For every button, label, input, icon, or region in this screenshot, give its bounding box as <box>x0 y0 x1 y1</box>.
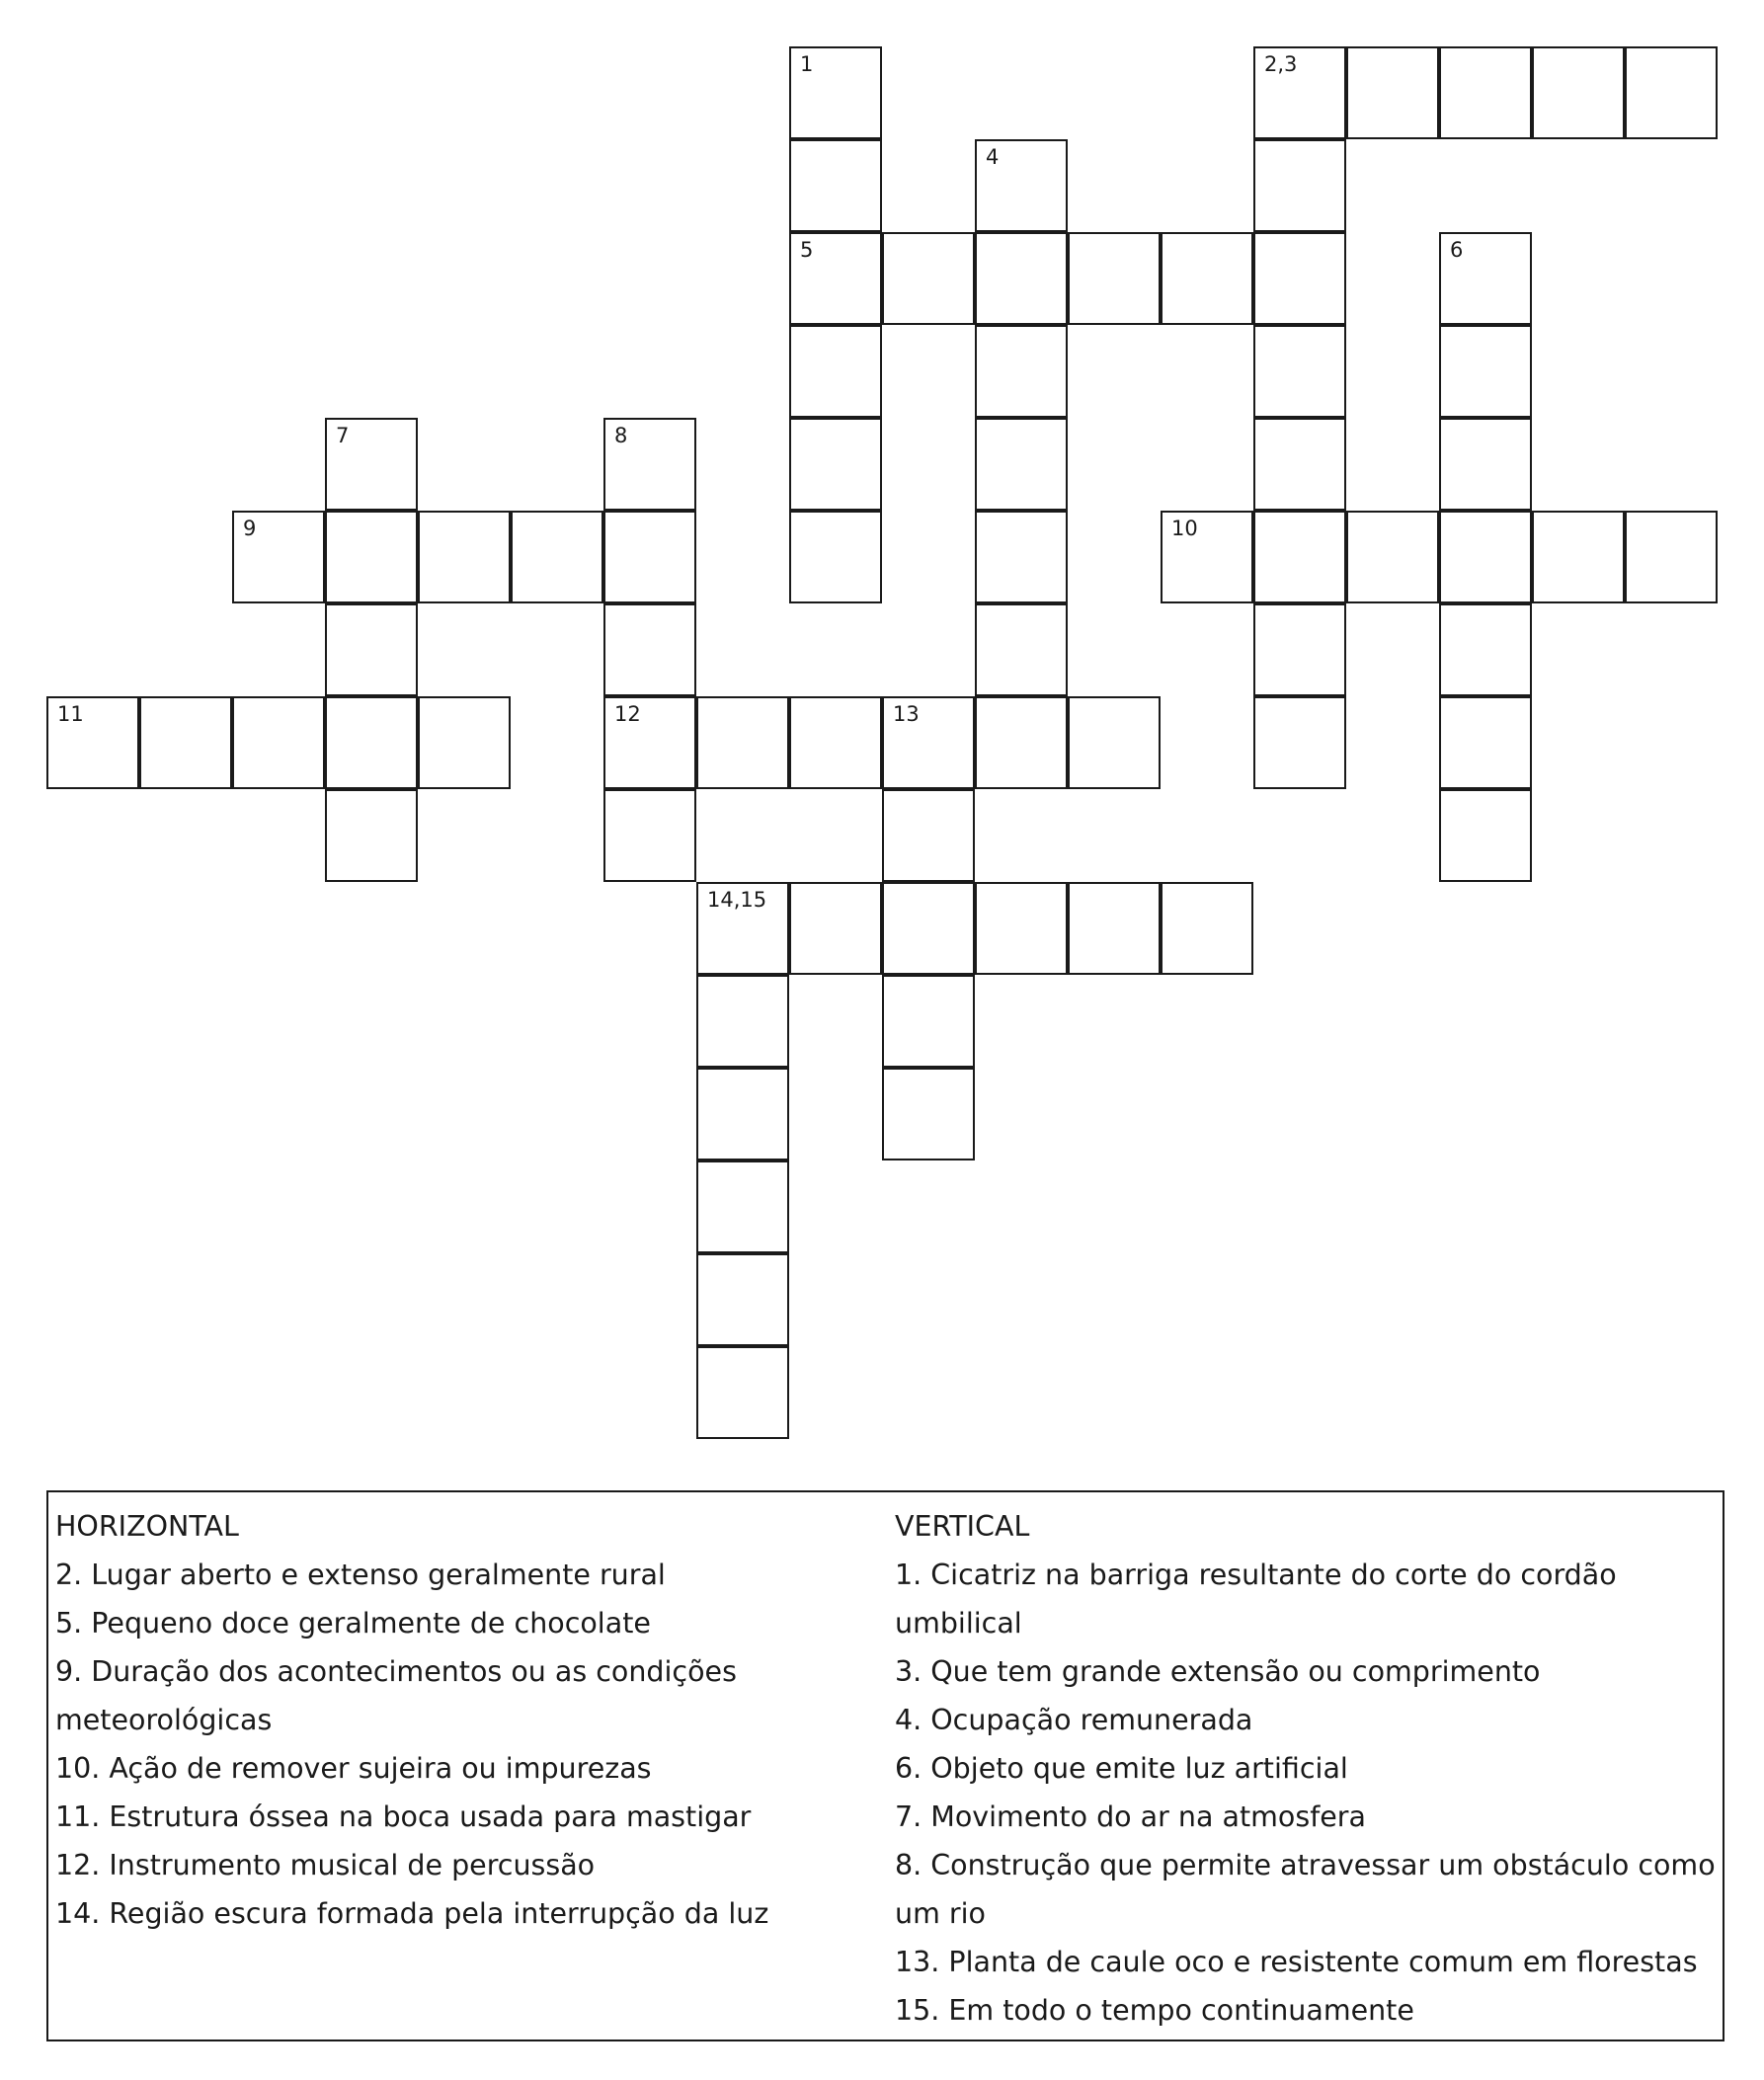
crossword-cell[interactable] <box>1161 511 1253 603</box>
crossword-cell[interactable] <box>1253 325 1346 418</box>
crossword-cell[interactable] <box>1253 139 1346 232</box>
crossword-cell[interactable] <box>882 975 975 1068</box>
cell-number: 10 <box>1171 517 1198 540</box>
crossword-cell[interactable] <box>1346 46 1439 139</box>
clue-horizontal-2: 2. Lugar aberto e extenso geralmente rural <box>55 1559 666 1591</box>
horizontal-heading: HORIZONTAL <box>55 1510 239 1543</box>
clue-vertical-8: 8. Construção que permite atravessar um obstáculo como um rio <box>895 1849 1716 1930</box>
crossword-cell[interactable] <box>696 1160 789 1253</box>
crossword-cell[interactable] <box>603 603 696 696</box>
clue-horizontal-9: 9. Duração dos acontecimentos ou as condições meteorológicas <box>55 1655 737 1736</box>
crossword-cell[interactable] <box>882 789 975 882</box>
crossword-cell[interactable] <box>696 1346 789 1439</box>
crossword-cell[interactable] <box>1532 511 1625 603</box>
cell-number: 14,15 <box>707 888 767 912</box>
crossword-cell[interactable] <box>325 418 418 511</box>
crossword-cell[interactable] <box>325 789 418 882</box>
crossword-cell[interactable] <box>1625 46 1718 139</box>
clue-vertical-7: 7. Movimento do ar na atmosfera <box>895 1800 1366 1833</box>
crossword-cell[interactable] <box>1439 418 1532 511</box>
crossword-cell[interactable] <box>975 232 1068 325</box>
crossword-cell[interactable] <box>789 46 882 139</box>
cell-number: 6 <box>1450 238 1464 262</box>
crossword-cell[interactable] <box>139 696 232 789</box>
clue-vertical-13: 13. Planta de caule oco e resistente comum em florestas <box>895 1946 1698 1978</box>
crossword-cell[interactable] <box>1532 46 1625 139</box>
crossword-cell[interactable] <box>232 511 325 603</box>
cell-number: 2,3 <box>1264 52 1298 76</box>
crossword-cell[interactable] <box>789 232 882 325</box>
crossword-cell[interactable] <box>418 511 511 603</box>
crossword-cell[interactable] <box>46 696 139 789</box>
crossword-cell[interactable] <box>882 1068 975 1160</box>
crossword-cell[interactable] <box>1439 46 1532 139</box>
crossword-cell[interactable] <box>1439 603 1532 696</box>
crossword-cell[interactable] <box>975 418 1068 511</box>
crossword-cell[interactable] <box>696 1068 789 1160</box>
crossword-cell[interactable] <box>696 1253 789 1346</box>
clue-horizontal-11: 11. Estrutura óssea na boca usada para mastigar <box>55 1800 752 1833</box>
crossword-cell[interactable] <box>789 511 882 603</box>
clue-vertical-3: 3. Que tem grande extensão ou comprimento <box>895 1655 1541 1688</box>
crossword-cell[interactable] <box>603 418 696 511</box>
crossword-cell[interactable] <box>1161 232 1253 325</box>
crossword-cell[interactable] <box>1253 232 1346 325</box>
crossword-cell[interactable] <box>975 696 1068 789</box>
crossword-cell[interactable] <box>603 789 696 882</box>
cell-number: 12 <box>614 702 641 726</box>
crossword-cell[interactable] <box>1439 232 1532 325</box>
crossword-cell[interactable] <box>1253 603 1346 696</box>
crossword-cell[interactable] <box>1253 511 1346 603</box>
clues-box <box>46 1490 1724 2041</box>
crossword-cell[interactable] <box>696 696 789 789</box>
crossword-cell[interactable] <box>511 511 603 603</box>
crossword-cell[interactable] <box>325 603 418 696</box>
cell-number: 1 <box>800 52 814 76</box>
crossword-cell[interactable] <box>325 511 418 603</box>
crossword-cell[interactable] <box>603 696 696 789</box>
crossword-cell[interactable] <box>975 325 1068 418</box>
clue-vertical-1: 1. Cicatriz na barriga resultante do corte do cordão umbilical <box>895 1559 1617 1640</box>
crossword-cell[interactable] <box>418 696 511 789</box>
cell-number: 11 <box>57 702 84 726</box>
crossword-cell[interactable] <box>789 418 882 511</box>
crossword-cell[interactable] <box>975 139 1068 232</box>
crossword-cell[interactable] <box>603 511 696 603</box>
crossword-cell[interactable] <box>696 882 789 975</box>
cell-number: 13 <box>893 702 920 726</box>
cell-number: 9 <box>243 517 257 540</box>
cell-number: 8 <box>614 424 628 447</box>
crossword-cell[interactable] <box>1439 789 1532 882</box>
crossword-cell[interactable] <box>1346 511 1439 603</box>
crossword-cell[interactable] <box>1068 696 1161 789</box>
crossword-cell[interactable] <box>1253 46 1346 139</box>
crossword-cell[interactable] <box>975 882 1068 975</box>
crossword-cell[interactable] <box>325 696 418 789</box>
vertical-clues <box>895 1502 1724 2035</box>
crossword-cell[interactable] <box>882 696 975 789</box>
clue-horizontal-14: 14. Região escura formada pela interrupção da luz <box>55 1897 769 1930</box>
clue-horizontal-10: 10. Ação de remover sujeira ou impurezas <box>55 1752 652 1785</box>
crossword-cell[interactable] <box>975 511 1068 603</box>
crossword-cell[interactable] <box>1253 696 1346 789</box>
crossword-cell[interactable] <box>1625 511 1718 603</box>
crossword-cell[interactable] <box>789 139 882 232</box>
crossword-cell[interactable] <box>1161 882 1253 975</box>
crossword-cell[interactable] <box>975 603 1068 696</box>
crossword-cell[interactable] <box>1068 882 1161 975</box>
cell-number: 7 <box>336 424 350 447</box>
cell-number: 4 <box>986 145 1000 169</box>
crossword-cell[interactable] <box>882 882 975 975</box>
crossword-cell[interactable] <box>1068 232 1161 325</box>
crossword-cell[interactable] <box>789 696 882 789</box>
crossword-cell[interactable] <box>1439 325 1532 418</box>
horizontal-clues <box>55 1502 865 1938</box>
crossword-cell[interactable] <box>696 975 789 1068</box>
crossword-cell[interactable] <box>789 325 882 418</box>
vertical-heading: VERTICAL <box>895 1510 1030 1543</box>
crossword-cell[interactable] <box>789 882 882 975</box>
clue-horizontal-12: 12. Instrumento musical de percussão <box>55 1849 596 1881</box>
crossword-cell[interactable] <box>1439 511 1532 603</box>
crossword-cell[interactable] <box>1439 696 1532 789</box>
crossword-cell[interactable] <box>232 696 325 789</box>
cell-number: 5 <box>800 238 814 262</box>
clue-vertical-15: 15. Em todo o tempo continuamente <box>895 1994 1414 2027</box>
crossword-cell[interactable] <box>882 232 975 325</box>
crossword-cell[interactable] <box>1253 418 1346 511</box>
clue-horizontal-5: 5. Pequeno doce geralmente de chocolate <box>55 1607 651 1640</box>
clue-vertical-4: 4. Ocupação remunerada <box>895 1704 1253 1736</box>
clue-vertical-6: 6. Objeto que emite luz artificial <box>895 1752 1348 1785</box>
